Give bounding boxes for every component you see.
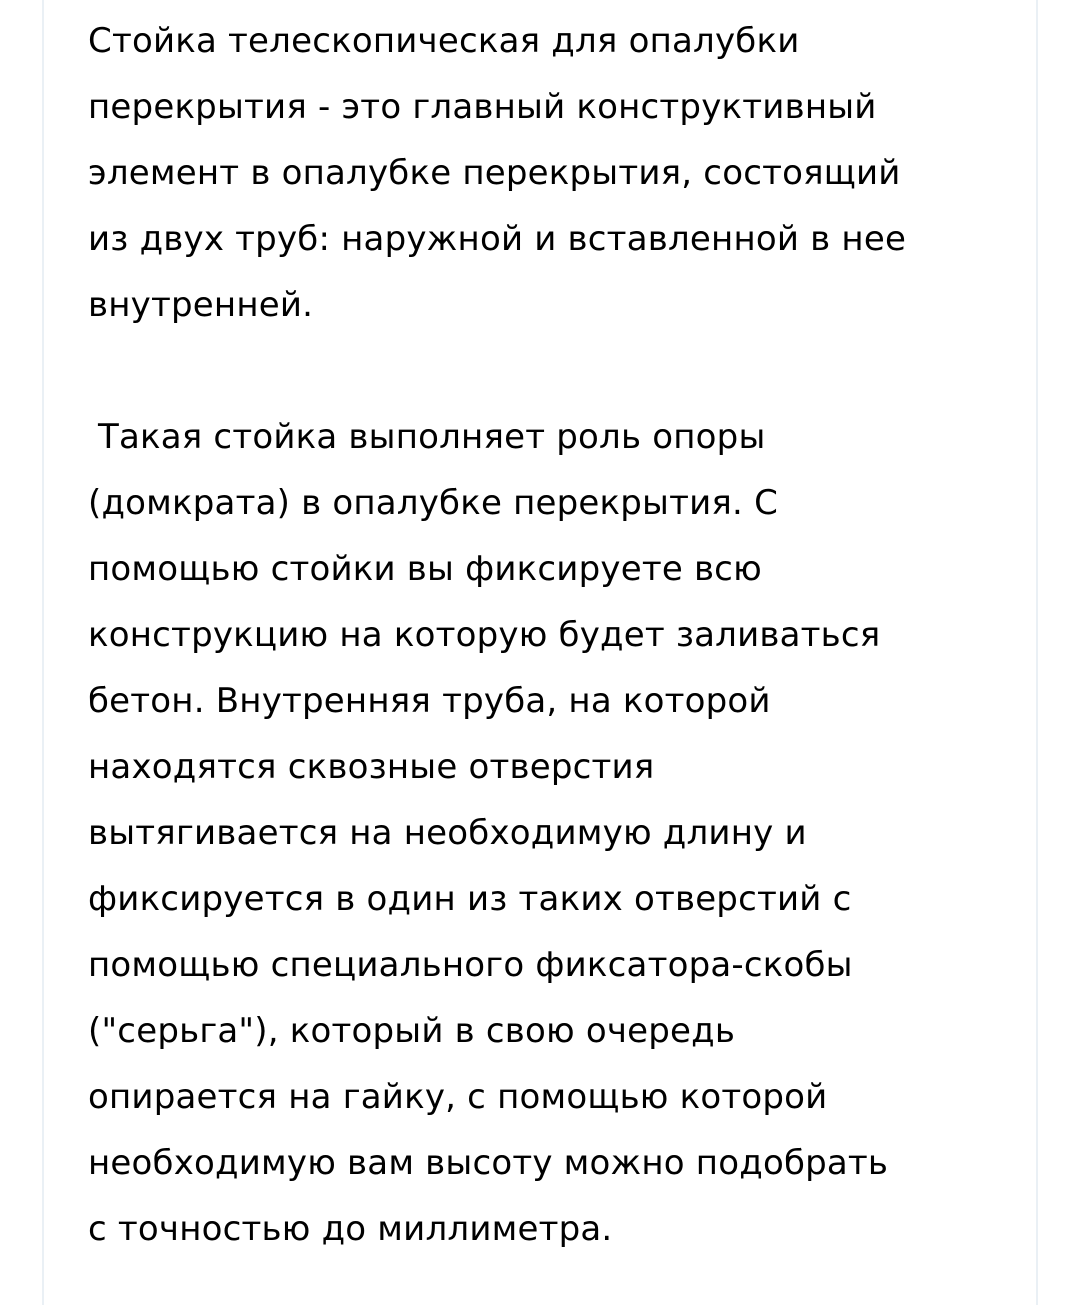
text-line: находятся сквозные отверстия [88,747,655,787]
paragraph-2 [88,404,1038,1262]
text-line: с точностью до миллиметра. [88,1209,613,1249]
text-line: внутренней. [88,285,314,325]
text-line: Стойка телескопическая для опалубки [88,21,800,61]
answer-text [88,8,1038,1262]
text-line: опирается на гайку, с помощью которой [88,1077,828,1117]
text-line: перекрытия - это главный конструктивный [88,87,877,127]
text-line: фиксируется в один из таких отверстий с [88,879,852,919]
text-line: помощью специального фиксатора-скобы [88,945,853,985]
text-line: необходимую вам высоту можно подобрать [88,1143,889,1183]
text-line: конструкцию на которую будет заливаться [88,615,881,655]
text-line: Такая стойка выполняет роль опоры [98,417,766,457]
text-line: из двух труб: наружной и вставленной в нее [88,219,907,259]
text-line: (домкрата) в опалубке перекрытия. С [88,483,779,523]
text-line: бетон. Внутренняя труба, на которой [88,681,771,721]
paragraph-spacer [88,338,1038,404]
text-line: ("серьга"), который в свою очередь [88,1011,736,1051]
paragraph-1 [88,8,1038,338]
text-line: помощью стойки вы фиксируете всю [88,549,762,589]
text-line: элемент в опалубке перекрытия, состоящий [88,153,901,193]
text-line: вытягивается на необходимую длину и [88,813,807,853]
